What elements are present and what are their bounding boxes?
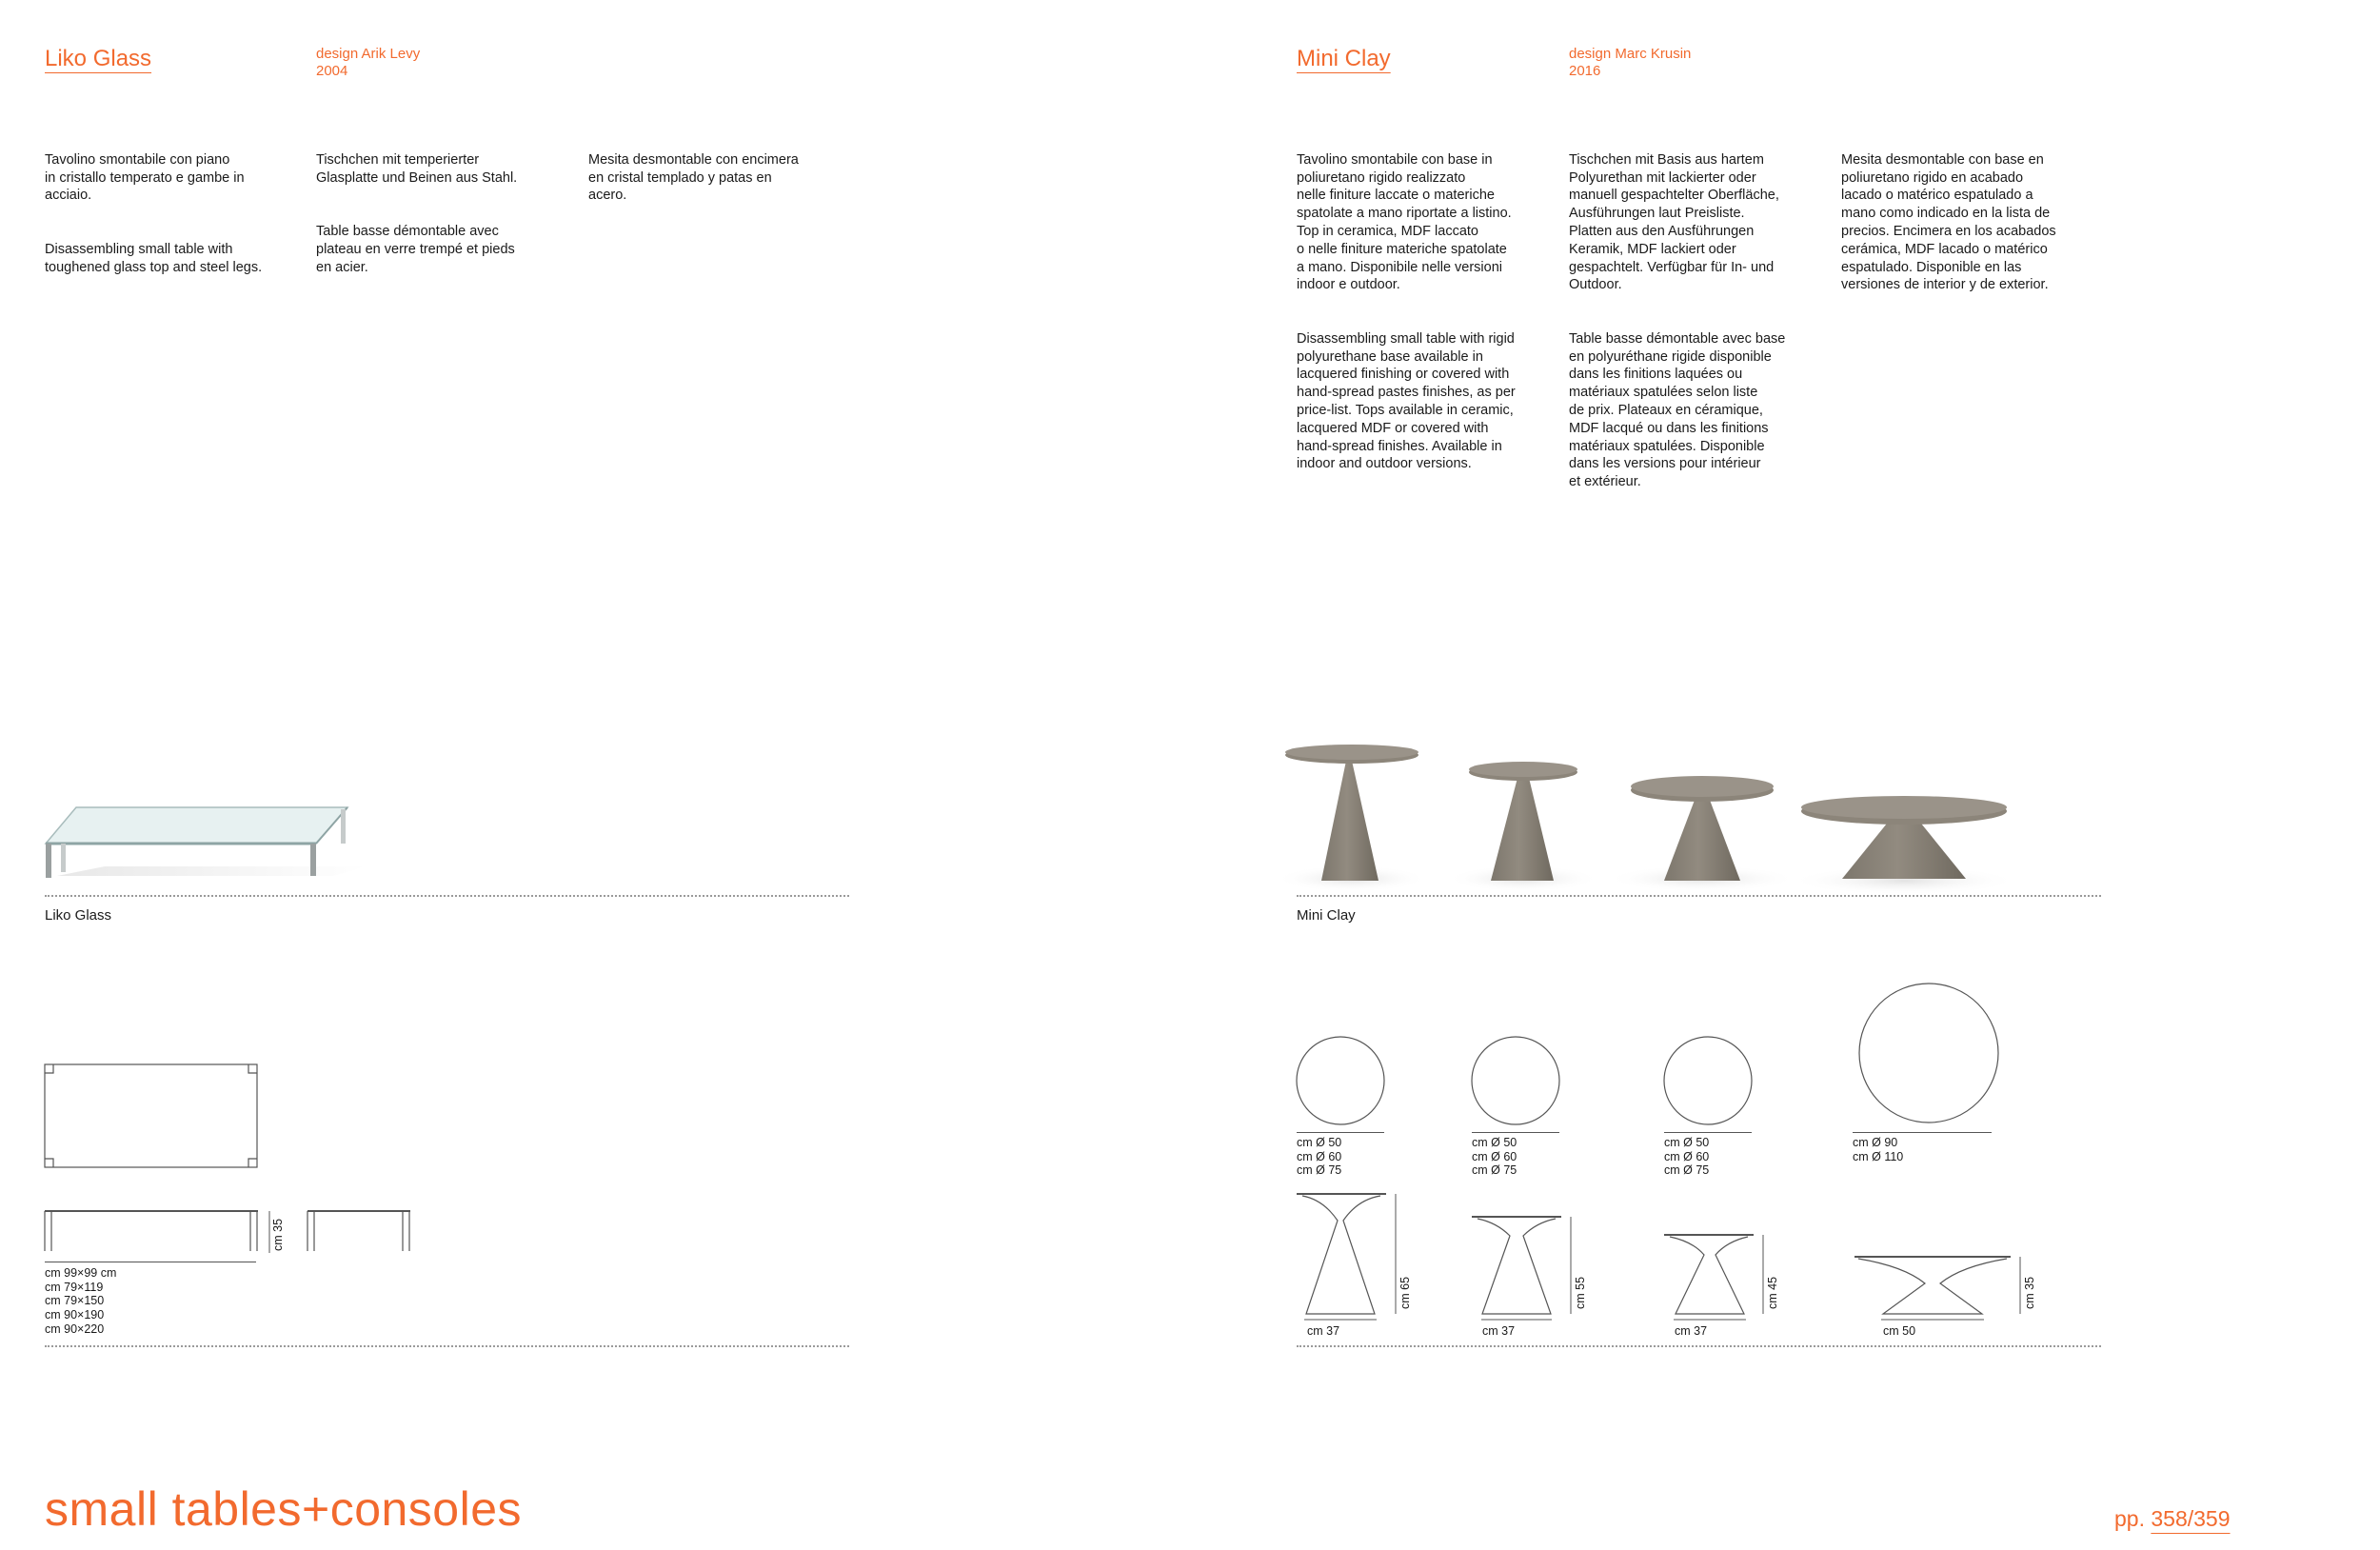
section-title: small tables+consoles [45, 1482, 523, 1536]
diameter-item: cm Ø 90 [1853, 1136, 1898, 1149]
diameter-item: cm Ø 60 [1664, 1149, 1710, 1163]
diameter-item: cm Ø 50 [1472, 1136, 1517, 1149]
diameter-item: cm Ø 75 [1472, 1163, 1517, 1178]
liko-glass-elevation-drawing [44, 1209, 415, 1264]
size-item: cm 79×150 [45, 1294, 105, 1308]
dimension-line [1472, 1132, 1559, 1133]
height-label: cm 55 [1574, 1276, 1587, 1309]
description-french: Table basse démontable avec base en polyuréthane rigide disponible dans les finitions laquées ou matériaux spatulées selon liste de prix. Plateaux en céramique, MDF lacqué ou dans les finitions matériaux spatulées. Disponible dans les versions pour intérieur et extérieur. [1569, 330, 1786, 490]
description-spanish-column [588, 133, 864, 241]
designer-name: design Arik Levy [316, 46, 421, 62]
image-caption: Mini Clay [1297, 907, 1356, 924]
page-range: 358/359 [2151, 1506, 2231, 1531]
description-italian: Tavolino smontabile con piano in cristallo temperato e gambe in acciaio. [45, 151, 245, 204]
diameter-item: cm Ø 75 [1297, 1163, 1342, 1178]
designer-name: design Marc Krusin [1569, 46, 1692, 62]
description-italian: Tavolino smontabile con base in poliuretano rigido realizzato nelle finiture laccate o materiche spatolate a mano riportate a listino. Top in ceramica, MDF laccato o nelle finiture materiche spatolate a mano. Disponibile nelle versioni indoor e outdoor. [1297, 151, 1512, 293]
diameter-item: cm Ø 60 [1472, 1149, 1517, 1163]
description-french: Table basse démontable avec plateau en verre trempé et pieds en acier. [316, 223, 515, 275]
height-label: cm 45 [1766, 1276, 1779, 1309]
height-label: cm 35 [2023, 1276, 2036, 1309]
diameter-item: cm Ø 50 [1664, 1136, 1710, 1149]
section-divider [45, 1345, 849, 1347]
mini-clay-plan-drawings [1295, 981, 1999, 1133]
description-german-french [1569, 133, 1840, 527]
base-width: cm 50 [1883, 1324, 1916, 1338]
diameter-item: cm Ø 60 [1297, 1149, 1342, 1163]
size-item: cm 79×119 [45, 1280, 104, 1294]
description-italian-english [45, 133, 311, 312]
dimension-line [1297, 1132, 1384, 1133]
image-caption: Liko Glass [45, 907, 112, 924]
mini-clay-product-image [1276, 738, 2066, 900]
base-width: cm 37 [1307, 1324, 1340, 1338]
description-german: Tischchen mit temperierter Glasplatte und Beinen aus Stahl. [316, 151, 518, 186]
description-spanish: Mesita desmontable con encimera en cristal templado y patas en acero. [588, 151, 799, 204]
diameter-item: cm Ø 110 [1853, 1149, 1904, 1163]
section-divider [1297, 1345, 2101, 1347]
base-width: cm 37 [1482, 1324, 1516, 1338]
size-item: cm 90×220 [45, 1321, 105, 1336]
description-german: Tischchen mit Basis aus hartem Polyurethan mit lackierter oder manuell gespachtelter Oberfläche, Ausführungen laut Preisliste. Platten aus den Ausführungen Keramik, MDF lackiert oder gespachtelt. Verfügbar für In- und Outdoor. [1569, 151, 1779, 293]
design-year: 2004 [316, 63, 348, 79]
page-prefix: pp. [2114, 1506, 2152, 1531]
page-numbers [2114, 1506, 2231, 1532]
height-label: cm 35 [271, 1218, 285, 1251]
size-list [45, 1266, 116, 1337]
liko-glass-product-image [38, 790, 381, 895]
plan-circle [1297, 1037, 1384, 1124]
diameter-item: cm Ø 50 [1297, 1136, 1342, 1149]
designer-meta [316, 46, 420, 80]
section-divider [45, 895, 849, 897]
dimension-line [1853, 1132, 1992, 1133]
description-spanish-column [1841, 133, 2117, 330]
product-title-mini-clay: Mini Clay [1297, 46, 1391, 71]
description-english: Disassembling small table with rigid polyurethane base available in lacquered finishing or covered with hand-spread pastes finishes, as per price-list. Tops available in ceramic, lacquered MDF or covered with hand-spread finishes. Available in indoor and outdoor versions. [1297, 330, 1516, 472]
dimension-line [1664, 1132, 1752, 1133]
plan-circle [1859, 984, 1998, 1123]
description-spanish: Mesita desmontable con base en poliuretano rigido en acabado lacado o matérico espatulado a mano como indicado en la lista de precios. Encimera en los acabados cerámica, MDF lacado o matérico espatulado. Disponible en las versiones de interior y de exterior. [1841, 151, 2056, 293]
height-label: cm 65 [1398, 1276, 1412, 1309]
description-german-french [316, 133, 583, 312]
base-width: cm 37 [1675, 1324, 1708, 1338]
description-english: Disassembling small table with toughened glass top and steel legs. [45, 241, 263, 275]
size-item: cm 99×99 cm [45, 1266, 117, 1280]
liko-glass-plan-drawing [44, 1063, 263, 1170]
plan-circle [1664, 1037, 1752, 1124]
designer-meta [1569, 46, 1691, 80]
product-title-liko-glass: Liko Glass [45, 46, 152, 71]
description-italian-english [1297, 133, 1568, 509]
size-item: cm 90×190 [45, 1308, 105, 1322]
plan-circle [1472, 1037, 1559, 1124]
top-diameters [1853, 1136, 1903, 1163]
top-diameters [1472, 1136, 1517, 1178]
top-diameters [1664, 1136, 1709, 1178]
design-year: 2016 [1569, 63, 1601, 79]
top-diameters [1297, 1136, 1341, 1178]
section-divider [1297, 895, 2101, 897]
diameter-item: cm Ø 75 [1664, 1163, 1710, 1178]
